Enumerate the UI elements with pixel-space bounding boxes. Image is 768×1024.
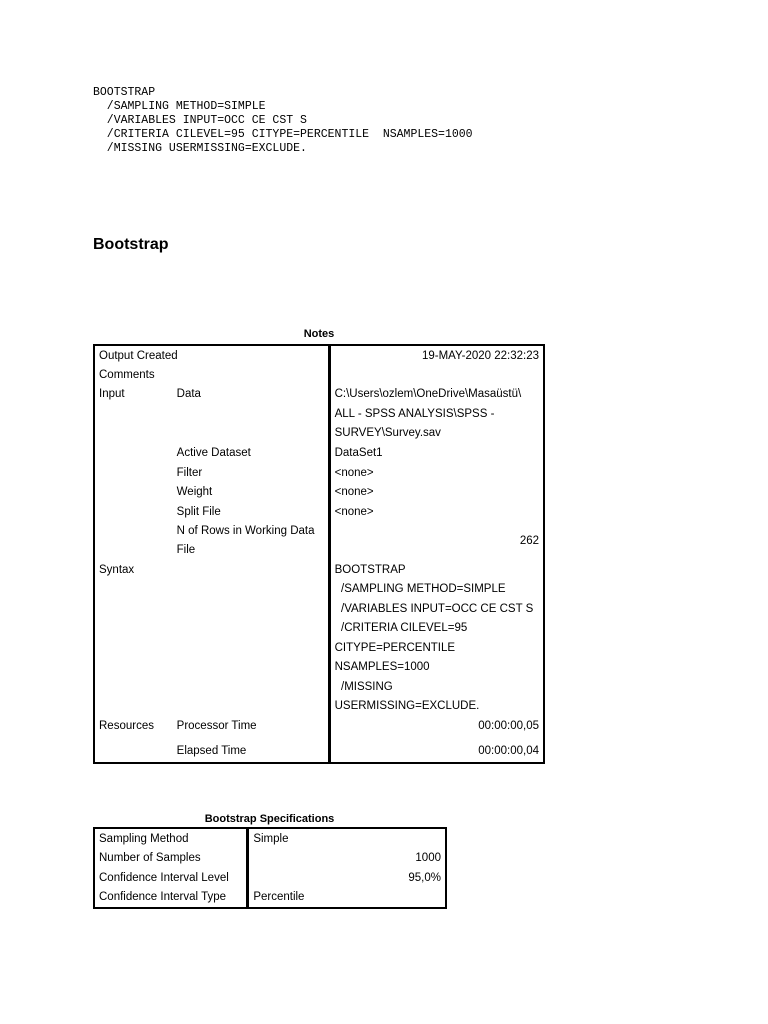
table-row [94, 385, 544, 444]
table-row [94, 345, 544, 366]
input-label: Input [99, 388, 125, 400]
table-row [94, 366, 544, 386]
processor-time-label: Processor Time [176, 720, 257, 733]
weight-label: Weight [176, 486, 213, 499]
filter-label: Filter [176, 466, 203, 479]
syntax-line: /SAMPLING METHOD=SIMPLE [93, 100, 266, 113]
comments-value [329, 366, 544, 386]
elapsed-time-value: 00:00:00,04 [329, 736, 544, 763]
syntax-value: BOOTSTRAP /SAMPLING METHOD=SIMPLE /VARIABLES INPUT=OCC CE CST S /CRITERIA CILEVEL=95 CITYPE=PERCENTILE NSAMPLES=1000 /MISSING USERMISSING=EXCLUDE. [329, 561, 544, 717]
output-created-value: 19-MAY-2020 22:32:23 [329, 345, 544, 366]
spec-value: Percentile [248, 888, 446, 909]
n-rows-value: 262 [329, 522, 544, 561]
notes-table [93, 344, 545, 764]
spec-value: 95,0% [248, 868, 446, 888]
split-file-label: Split File [176, 505, 221, 518]
section-heading: Bootstrap [93, 236, 169, 253]
notes-title: Notes [303, 328, 335, 340]
data-label: Data [176, 388, 201, 400]
table-row [94, 561, 544, 717]
table-row [94, 828, 446, 849]
comments-label: Comments [99, 369, 155, 382]
spec-label: Confidence Interval Level [99, 871, 229, 884]
data-value: C:\Users\ozlem\OneDrive\Masaüstü\ ALL - SPSS ANALYSIS\SPSS - SURVEY\Survey.sav [329, 385, 544, 444]
split-file-value: <none> [329, 502, 544, 522]
spec-value: Simple [248, 828, 446, 849]
syntax-line: /MISSING USERMISSING=EXCLUDE. [93, 142, 307, 155]
table-row [94, 717, 544, 737]
active-dataset-value: DataSet1 [329, 444, 544, 464]
resources-label: Resources [99, 719, 154, 732]
syntax-line: BOOTSTRAP [93, 86, 156, 99]
elapsed-time-label: Elapsed Time [176, 744, 247, 757]
filter-value: <none> [329, 463, 544, 483]
table-row [94, 888, 446, 909]
spec-value: 1000 [248, 849, 446, 869]
syntax-block [93, 86, 473, 156]
syntax-line: /VARIABLES INPUT=OCC CE CST S [93, 114, 307, 127]
syntax-label: Syntax [99, 563, 135, 576]
specs-table [93, 827, 447, 909]
syntax-line: /CRITERIA CILEVEL=95 CITYPE=PERCENTILE NSAMPLES=1000 [93, 128, 473, 141]
table-row [94, 868, 446, 888]
n-rows-label: N of Rows in Working Data File [176, 524, 315, 556]
spec-label: Number of Samples [99, 852, 201, 865]
spec-label: Sampling Method [99, 832, 189, 845]
active-dataset-label: Active Dataset [176, 447, 251, 460]
spec-label: Confidence Interval Type [99, 891, 227, 904]
weight-value: <none> [329, 483, 544, 503]
specs-title: Bootstrap Specifications [204, 813, 335, 825]
output-created-label: Output Created [99, 349, 178, 362]
table-row [94, 849, 446, 869]
processor-time-value: 00:00:00,05 [329, 717, 544, 737]
